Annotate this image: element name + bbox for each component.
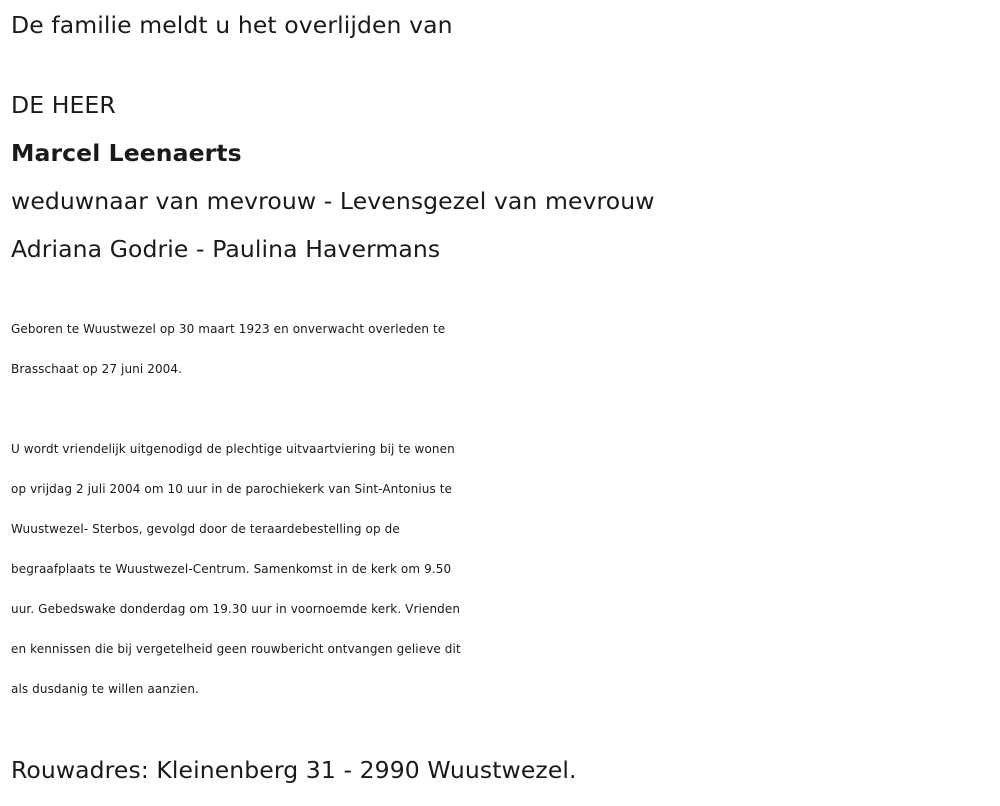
honorific-title: DE HEER (11, 91, 116, 119)
paragraph-line: Brasschaat op 27 juni 2004. (11, 362, 183, 376)
paragraph-line: en kennissen die bij vergetelheid geen rouwbericht ontvangen gelieve dit (11, 642, 461, 656)
paragraph-line: Wuustwezel- Sterbos, gevolgd door de teraardebestelling op de (11, 522, 400, 536)
spouses-text: Adriana Godrie - Paulina Havermans (11, 235, 441, 263)
birth-death-paragraph (11, 309, 996, 389)
paragraph-line: op vrijdag 2 juli 2004 om 10 uur in de parochiekerk van Sint-Antonius te (11, 482, 453, 496)
paragraph-line: uur. Gebedswake donderdag om 19.30 uur in voornoemde kerk. Vrienden (11, 602, 461, 616)
funeral-paragraph (11, 429, 996, 709)
mourning-address: Rouwadres: Kleinenberg 31 - 2990 Wuustwezel. (11, 756, 577, 784)
paragraph-line: begraafplaats te Wuustwezel-Centrum. Samenkomst in de kerk om 9.50 (11, 562, 452, 576)
relation-text: weduwnaar van mevrouw - Levensgezel van mevrouw (11, 187, 655, 215)
deceased-name: Marcel Leenaerts (11, 139, 242, 167)
paragraph-line: Geboren te Wuustwezel op 30 maart 1923 en onverwacht overleden te (11, 322, 446, 336)
intro-text: De familie meldt u het overlijden van (11, 11, 453, 39)
paragraph-line: U wordt vriendelijk uitgenodigd de plechtige uitvaartviering bij te wonen (11, 442, 455, 456)
paragraph-line: als dusdanig te willen aanzien. (11, 682, 199, 696)
